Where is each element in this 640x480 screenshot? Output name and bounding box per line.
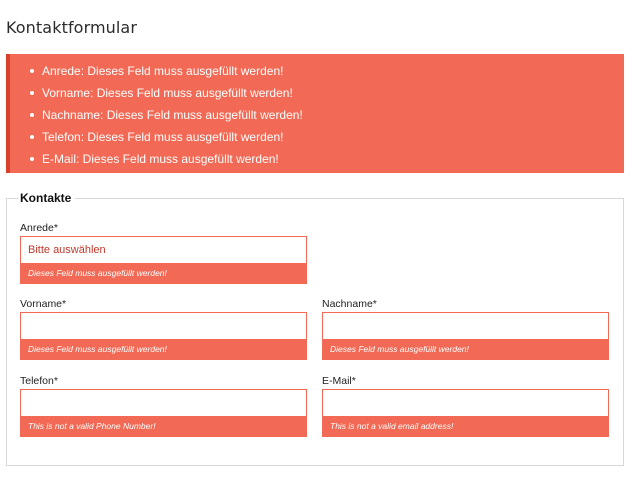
error-item-anrede: Anrede: Dieses Feld muss ausgefüllt werden!	[30, 64, 283, 78]
error-item-telefon: Telefon: Dieses Feld muss ausgefüllt werden!	[30, 130, 283, 144]
nachname-input[interactable]	[322, 312, 609, 340]
email-error: This is not a valid email address!	[322, 416, 609, 437]
telefon-input[interactable]	[20, 389, 307, 417]
error-item-vorname: Vorname: Dieses Feld muss ausgefüllt werden!	[30, 86, 293, 100]
error-summary	[6, 54, 624, 173]
vorname-input[interactable]	[20, 312, 307, 340]
anrede-label: Anrede*	[20, 222, 58, 234]
email-label: E-Mail*	[322, 375, 356, 387]
error-item-email: E-Mail: Dieses Feld muss ausgefüllt werden!	[30, 152, 279, 166]
telefon-label: Telefon*	[20, 375, 58, 387]
vorname-error: Dieses Feld muss ausgefüllt werden!	[20, 339, 307, 360]
anrede-error: Dieses Feld muss ausgefüllt werden!	[20, 263, 307, 284]
page-title: Kontaktformular	[6, 18, 138, 37]
telefon-error: This is not a valid Phone Number!	[20, 416, 307, 437]
contacts-legend: Kontakte	[18, 191, 75, 205]
nachname-label: Nachname*	[322, 298, 377, 310]
vorname-label: Vorname*	[20, 298, 67, 310]
error-item-nachname: Nachname: Dieses Feld muss ausgefüllt werden!	[30, 108, 303, 122]
nachname-error: Dieses Feld muss ausgefüllt werden!	[322, 339, 609, 360]
anrede-select[interactable]: Bitte auswählen	[20, 236, 307, 264]
email-input[interactable]	[322, 389, 609, 417]
